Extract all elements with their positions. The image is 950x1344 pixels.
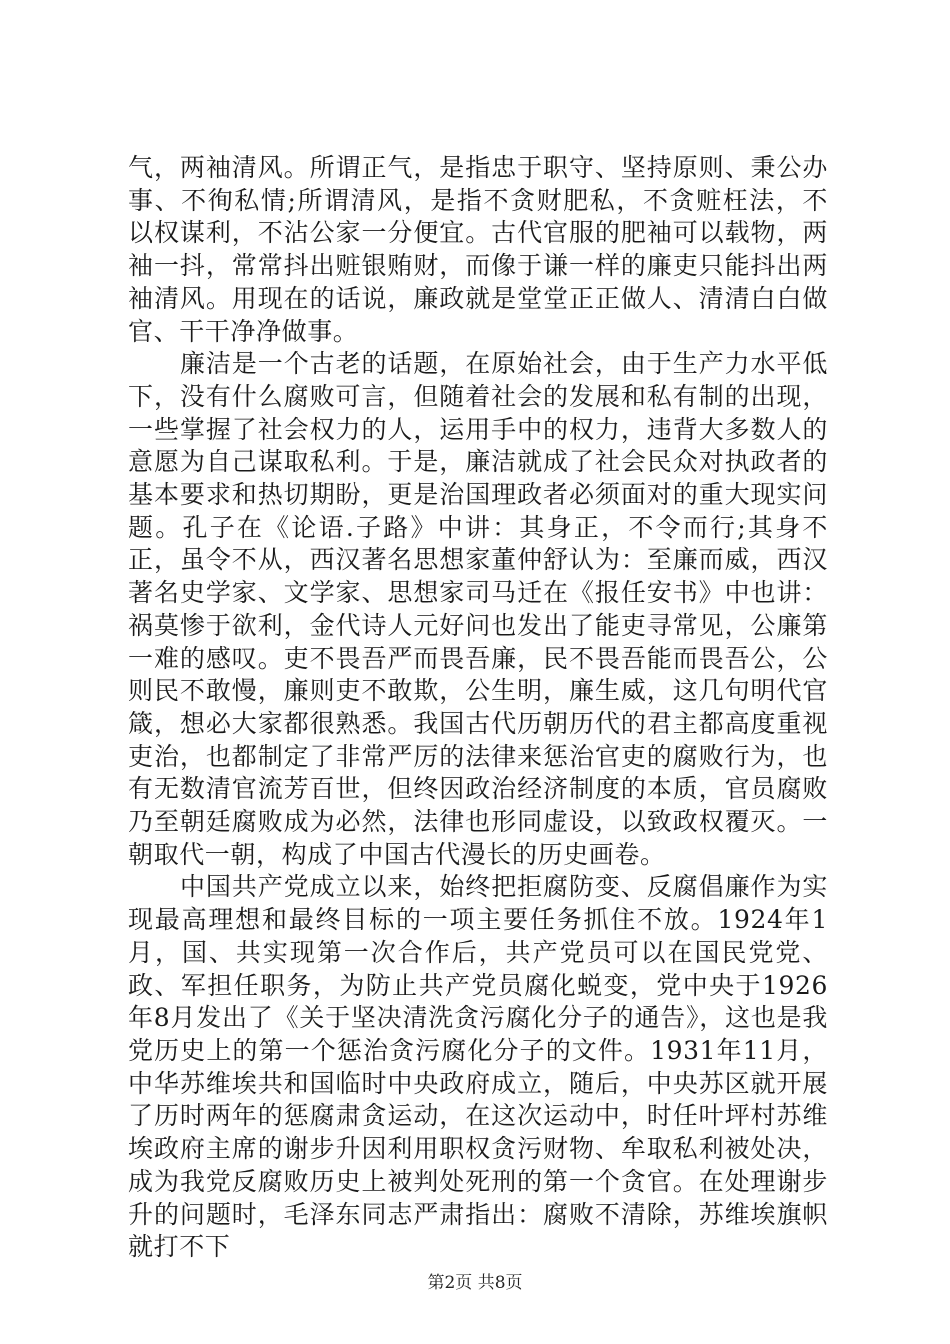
page-number-footer: 第2页 共8页 — [427, 1273, 523, 1293]
body-text — [128, 152, 828, 1264]
paragraph-continuation: 气，两袖清风。所谓正气，是指忠于职守、坚持原则、秉公办事、不徇私情;所谓清风，是指不贪财肥私，不贪赃枉法，不以权谋利，不沾公家一分便宜。古代官服的肥袖可以载物，两袖一抖，常常抖出赃银贿财，而像于谦一样的廉吏只能抖出两袖清风。用现在的话说，廉政就是堂堂正正做人、清清白白做官、干干净净做事。 — [128, 153, 828, 346]
paragraph-party-anticorruption: 中国共产党成立以来，始终把拒腐防变、反腐倡廉作为实现最高理想和最终目标的一项主要任务抓住不放。1924年1月，国、共实现第一次合作后，共产党员可以在国民党党、政、军担任职务，为防止共产党员腐化蜕变，党中央于1926年8月发出了《关于坚决清洗贪污腐化分子的通告》，这也是我党历史上的第一个惩治贪污腐化分子的文件。1931年11月，中华苏维埃共和国临时中央政府成立，随后，中央苏区就开展了历时两年的惩腐肃贪运动，在这次运动中，时任叶坪村苏维埃政府主席的谢步升因利用职权贪污财物、牟取私利被处决，成为我党反腐败历史上被判处死刑的第一个贪官。在处理谢步升的问题时，毛泽东同志严肃指出：腐败不清除，苏维埃旗帜就打不下 — [128, 872, 828, 1262]
paragraph-integrity-history: 廉洁是一个古老的话题，在原始社会，由于生产力水平低下，没有什么腐败可言，但随着社会的发展和私有制的出现，一些掌握了社会权力的人，运用手中的权力，违背大多数人的意愿为自己谋取私利。于是，廉洁就成了社会民众对执政者的基本要求和热切期盼，更是治国理政者必须面对的重大现实问题。孔子在《论语.子路》中讲：其身正，不令而行;其身不正，虽令不从，西汉著名思想家董仲舒认为：至廉而威，西汉著名史学家、文学家、思想家司马迁在《报任安书》中也讲：祸莫惨于欲利，金代诗人元好问也发出了能吏寻常见，公廉第一难的感叹。吏不畏吾严而畏吾廉，民不畏吾能而畏吾公，公则民不敢慢，廉则吏不敢欺，公生明，廉生威，这几句明代官箴，想必大家都很熟悉。我国古代历朝历代的君主都高度重视吏治，也都制定了非常严厉的法律来惩治官吏的腐败行为，也有无数清官流芳百世，但终因政治经济制度的本质，官员腐败乃至朝廷腐败成为必然，法律也形同虚设，以致政权覆灭。一朝取代一朝，构成了中国古代漫长的历史画卷。 — [128, 349, 828, 869]
